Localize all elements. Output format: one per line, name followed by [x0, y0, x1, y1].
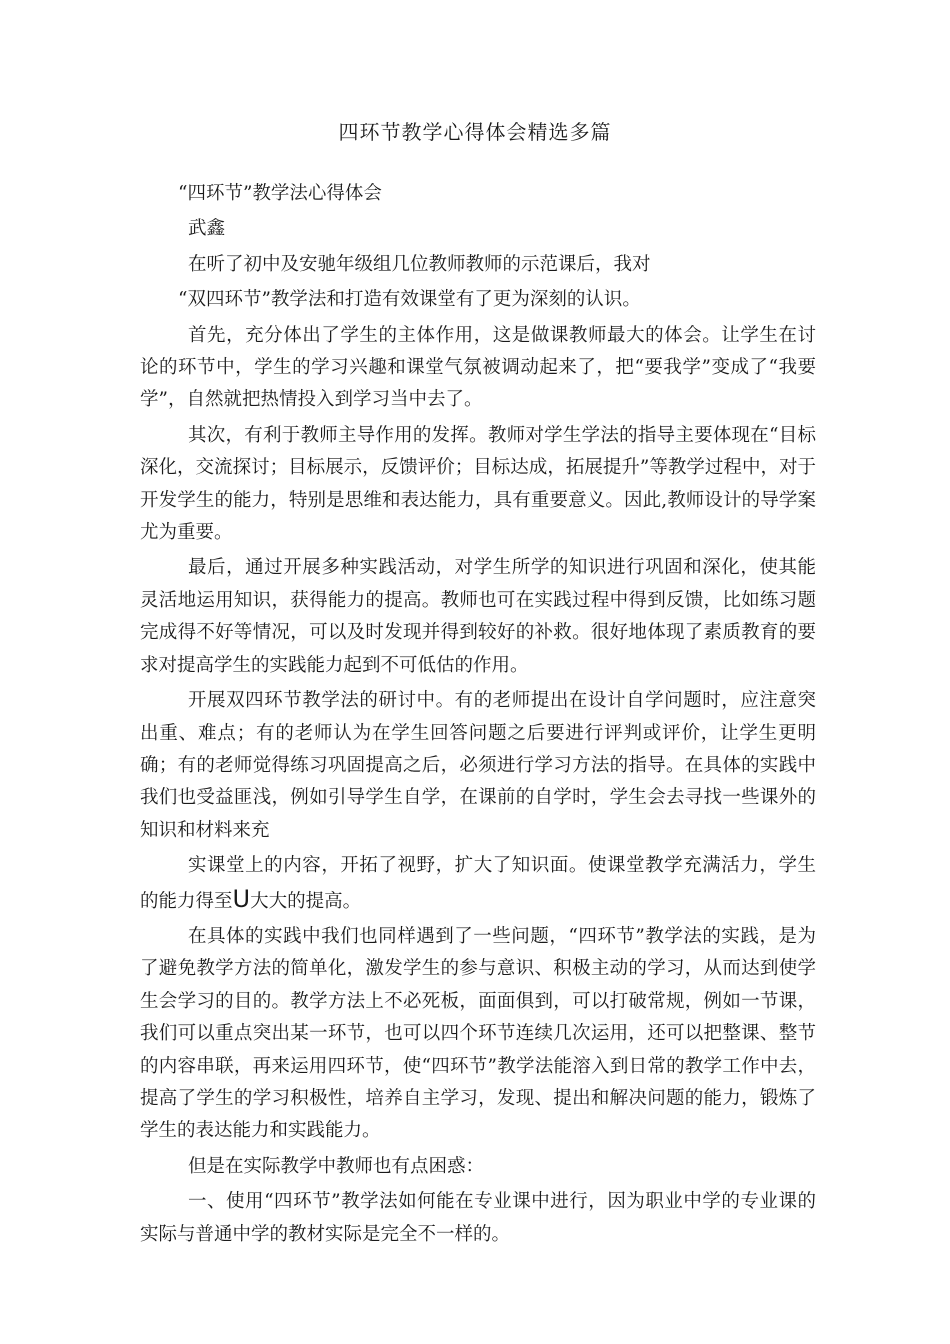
document-body	[140, 178, 816, 1251]
paragraph-intro-line-2: “双四环节”教学法和打造有效课堂有了更为深刻的认识。	[178, 289, 641, 311]
paragraph-enrich-text: 实课堂上的内容，开拓了视野，扩大了知识面。使课堂教学充满活力，学生的能力得至	[140, 855, 816, 912]
paragraph-problems: 在具体的实践中我们也同样遇到了一些问题，“四环节”教学法的实践，是为了避免教学方法的简单化，激发学生的参与意识、积极主动的学习，从而达到使学生会学习的目的。教学方法上不必死板，面面俱到，可以打破常规，例如一节课，我们可以重点突出某一环节，也可以四个环节连续几次运用，还可以把整课、整节的内容串联，再来运用四环节，使“四环节”教学法能溶入到日常的教学工作中去，提高了学生的学习积极性，培养自主学习，发现、提出和解决问题的能力，锻炼了学生的表达能力和实践能力。	[140, 925, 816, 1142]
paragraph-first: 首先，充分体出了学生的主体作用，这是做课教师最大的体会。让学生在讨论的环节中，学生的学习兴趣和课堂气氛被调动起来了，把“要我学”变成了“我要学”，自然就把热情投入到学习当中去了。	[140, 324, 816, 411]
glyph-u: U	[232, 884, 251, 913]
author: 武鑫	[188, 218, 226, 240]
subtitle: “四环节”教学法心得体会	[178, 183, 382, 204]
paragraph-enrich-tail: 大大的提高。	[250, 890, 362, 912]
document-title: 四环节教学心得体会精选多篇	[338, 120, 612, 144]
paragraph-point-one: 一、使用“四环节”教学法如何能在专业课中进行，因为职业中学的专业课的实际与普通中学的教材实际是完全不一样的。	[140, 1191, 816, 1245]
paragraph-discussion: 开展双四环节教学法的研讨中。有的老师提出在设计自学问题时，应注意突出重、难点；有的老师认为在学生回答问题之后要进行评判或评价，让学生更明确；有的老师觉得练习巩固提高之后，必须进行学习方法的指导。在具体的实践中我们也受益匪浅，例如引导学生自学，在课前的自学时，学生会去寻找一些课外的知识和材料来充	[140, 690, 816, 841]
paragraph-second: 其次，有利于教师主导作用的发挥。教师对学生学法的指导主要体现在“目标深化，交流探讨；目标展示，反馈评价；目标达成，拓展提升”等教学过程中，对于开发学生的能力，特别是思维和表达能力，具有重要意义。因此,教师设计的导学案尤为重要。	[140, 424, 816, 544]
paragraph-confusion: 但是在实际教学中教师也有点困惑：	[188, 1155, 485, 1177]
paragraph-enrich	[140, 850, 816, 918]
paragraph-last: 最后，通过开展多种实践活动，对学生所学的知识进行巩固和深化，使其能灵活地运用知识，获得能力的提高。教师也可在实践过程中得到反馈，比如练习题完成得不好等情况，可以及时发现并得到较好的补救。很好地体现了素质教育的要求对提高学生的实践能力起到不可低估的作用。	[140, 557, 816, 676]
paragraph-intro-line-1: 在听了初中及安驰年级组几位教师教师的示范课后，我对	[188, 253, 651, 275]
